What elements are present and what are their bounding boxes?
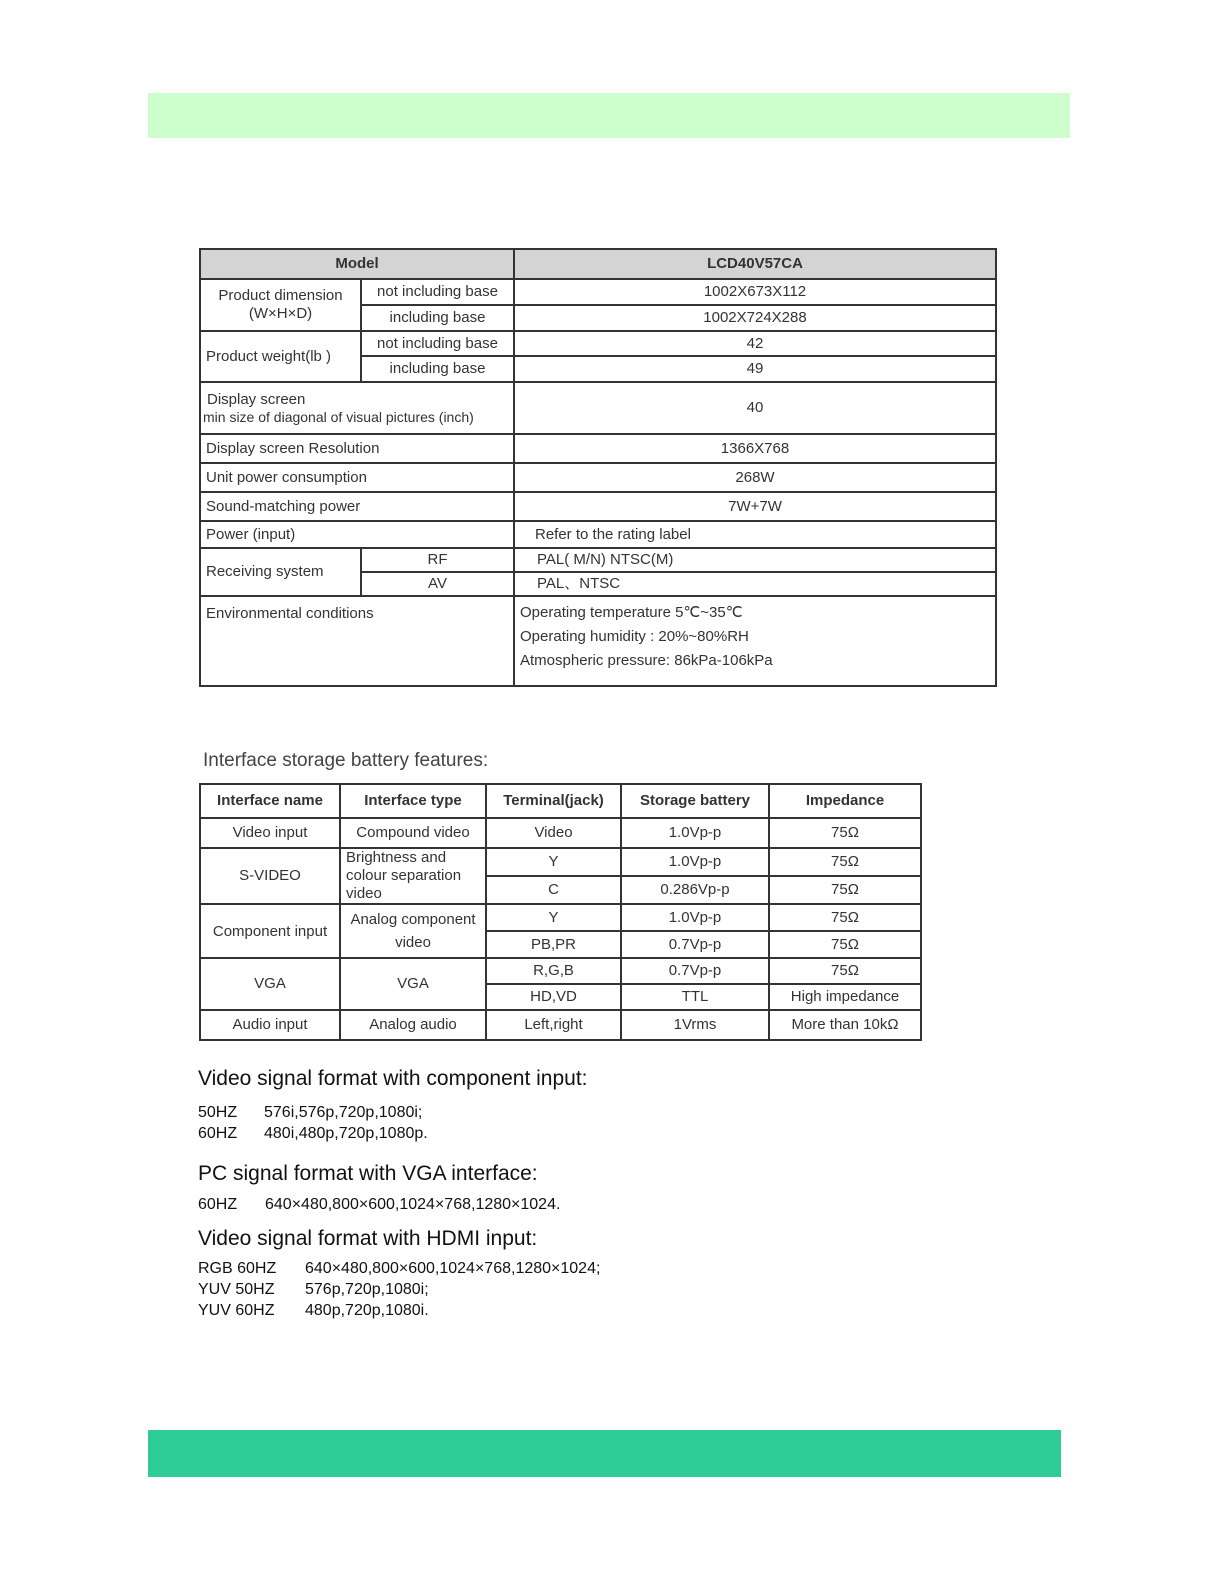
cell-impedance: 75Ω (769, 958, 921, 984)
receiving-system-label: Receiving system (200, 548, 361, 596)
header-impedance: Impedance (769, 784, 921, 818)
header-storage-battery: Storage battery (621, 784, 769, 818)
not-including-base-label: not including base (361, 331, 514, 356)
cell-interface-type: Brightness and colour separation video (340, 848, 486, 904)
cell-terminal: Left,right (486, 1010, 621, 1040)
table-row (200, 521, 996, 548)
table-row (200, 596, 996, 686)
dim-including-value: 1002X724X288 (514, 305, 996, 331)
cell-storage: 0.7Vp-p (621, 931, 769, 958)
format-value: 640×480,800×600,1024×768,1280×1024; (305, 1260, 601, 1277)
product-weight-label: Product weight(lb ) (200, 331, 361, 382)
resolution-value: 1366X768 (514, 434, 996, 463)
table-row (200, 492, 996, 521)
hdmi-format-line (198, 1300, 429, 1321)
rf-value: PAL( M/N) NTSC(M) (514, 548, 996, 572)
format-value: 480p,720p,1080i. (305, 1302, 429, 1319)
rf-label: RF (361, 548, 514, 572)
component-format-line (198, 1123, 428, 1144)
table-row (200, 818, 921, 848)
cell-interface-type: VGA (340, 958, 486, 1010)
cell-impedance: 75Ω (769, 931, 921, 958)
cell-terminal: Y (486, 848, 621, 876)
display-screen-label (200, 382, 514, 434)
power-input-value: Refer to the rating label (514, 521, 996, 548)
format-key: RGB 60HZ (198, 1260, 277, 1277)
display-screen-sub: min size of diagonal of visual pictures (inch) (203, 408, 474, 425)
header-interface-name: Interface name (200, 784, 340, 818)
cell-interface-type: Analog component video (340, 904, 486, 958)
cell-impedance: 75Ω (769, 904, 921, 931)
cell-interface-name: Component input (200, 904, 340, 958)
av-label: AV (361, 572, 514, 596)
format-key: 60HZ (198, 1196, 238, 1213)
hdmi-format-line (198, 1279, 429, 1300)
power-consumption-label: Unit power consumption (200, 463, 514, 492)
table-row (200, 904, 921, 931)
cell-terminal: PB,PR (486, 931, 621, 958)
cell-storage: 0.7Vp-p (621, 958, 769, 984)
footer-band (148, 1430, 1061, 1477)
cell-storage: 1.0Vp-p (621, 848, 769, 876)
display-screen-text: Display screen (207, 390, 306, 408)
av-value: PAL、NTSC (514, 572, 996, 596)
power-input-label: Power (input) (200, 521, 514, 548)
header-band (148, 93, 1070, 138)
sound-power-label: Sound-matching power (200, 492, 514, 521)
env-humidity: Operating humidity : 20%~80%RH (520, 628, 749, 645)
including-base-label: including base (361, 356, 514, 382)
vga-format-heading: PC signal format with VGA interface: (198, 1162, 538, 1185)
environment-label: Environmental conditions (200, 596, 514, 686)
table-row (200, 434, 996, 463)
cell-storage: 1.0Vp-p (621, 818, 769, 848)
weight-not-including-value: 42 (514, 331, 996, 356)
table-row (200, 382, 996, 434)
cell-impedance: 75Ω (769, 848, 921, 876)
product-dimension-text: Product dimension (218, 287, 343, 304)
cell-terminal: Video (486, 818, 621, 848)
cell-interface-name: VGA (200, 958, 340, 1010)
component-format-line (198, 1102, 422, 1123)
vga-format-line (198, 1194, 560, 1215)
cell-terminal: Y (486, 904, 621, 931)
format-key: YUV 60HZ (198, 1302, 275, 1319)
cell-interface-name: Video input (200, 818, 340, 848)
cell-terminal: HD,VD (486, 984, 621, 1010)
table-row (200, 548, 996, 572)
table-row (200, 848, 921, 876)
table-row (200, 331, 996, 356)
cell-terminal: C (486, 876, 621, 904)
not-including-base-label: not including base (361, 279, 514, 305)
model-value: LCD40V57CA (514, 249, 996, 279)
interface-heading: Interface storage battery features: (203, 750, 489, 771)
format-key: YUV 50HZ (198, 1281, 275, 1298)
format-value: 640×480,800×600,1024×768,1280×1024. (265, 1196, 561, 1213)
table-row (200, 249, 996, 279)
header-terminal: Terminal(jack) (486, 784, 621, 818)
product-dimension-sub: (W×H×D) (248, 305, 313, 322)
cell-impedance: More than 10kΩ (769, 1010, 921, 1040)
resolution-label: Display screen Resolution (200, 434, 514, 463)
environment-values (514, 596, 996, 686)
format-key: 60HZ (198, 1125, 238, 1142)
cell-storage: 1.0Vp-p (621, 904, 769, 931)
sound-power-value: 7W+7W (514, 492, 996, 521)
spec-table (199, 248, 997, 687)
format-value: 480i,480p,720p,1080p. (264, 1125, 428, 1142)
cell-storage: 1Vrms (621, 1010, 769, 1040)
cell-impedance: High impedance (769, 984, 921, 1010)
cell-terminal: R,G,B (486, 958, 621, 984)
table-row (200, 1010, 921, 1040)
cell-storage: 0.286Vp-p (621, 876, 769, 904)
interface-table (199, 783, 922, 1041)
weight-including-value: 49 (514, 356, 996, 382)
table-row (200, 279, 996, 305)
format-value: 576p,720p,1080i; (305, 1281, 429, 1298)
display-screen-value: 40 (514, 382, 996, 434)
cell-interface-name: S-VIDEO (200, 848, 340, 904)
cell-storage: TTL (621, 984, 769, 1010)
dim-not-including-value: 1002X673X112 (514, 279, 996, 305)
table-row (200, 958, 921, 984)
format-value: 576i,576p,720p,1080i; (264, 1104, 423, 1121)
hdmi-format-line (198, 1258, 600, 1279)
env-temperature: Operating temperature 5℃~35℃ (520, 604, 743, 621)
cell-interface-name: Audio input (200, 1010, 340, 1040)
table-header-row (200, 784, 921, 818)
cell-interface-type: Analog audio (340, 1010, 486, 1040)
hdmi-format-heading: Video signal format with HDMI input: (198, 1227, 538, 1250)
including-base-label: including base (361, 305, 514, 331)
env-pressure: Atmospheric pressure: 86kPa-106kPa (520, 652, 773, 669)
header-interface-type: Interface type (340, 784, 486, 818)
table-row (200, 463, 996, 492)
product-dimension-label (200, 279, 361, 331)
cell-impedance: 75Ω (769, 818, 921, 848)
cell-interface-type: Compound video (340, 818, 486, 848)
format-key: 50HZ (198, 1104, 238, 1121)
model-label: Model (200, 249, 514, 279)
cell-impedance: 75Ω (769, 876, 921, 904)
component-format-heading: Video signal format with component input: (198, 1067, 588, 1090)
power-consumption-value: 268W (514, 463, 996, 492)
